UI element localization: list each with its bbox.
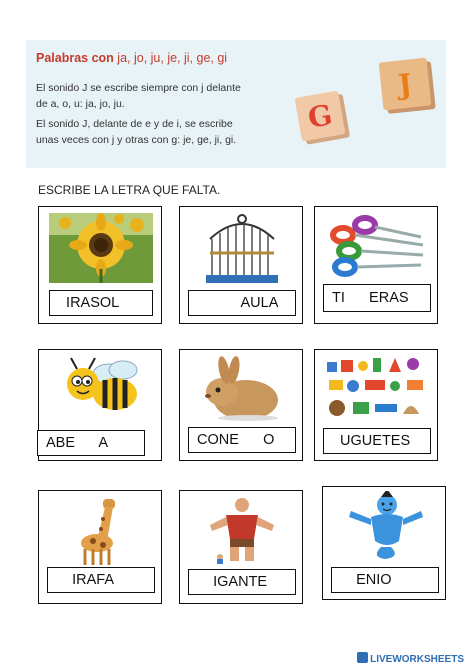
scissors-icon	[325, 215, 429, 279]
card-toys	[314, 349, 438, 461]
genie-icon	[341, 491, 429, 561]
word-answer-box[interactable]: ENIO	[331, 567, 439, 593]
word-answer-box[interactable]: UGUETES	[323, 428, 431, 454]
bee-icon	[55, 354, 147, 424]
liveworksheets-footer	[357, 652, 464, 665]
rule-line-3: El sonido J, delante de e y de i, se escribe	[36, 118, 233, 130]
word-answer-box[interactable]: IGANTE	[188, 569, 296, 595]
rule-title-prefix: Palabras con	[36, 51, 118, 65]
giraffe-icon	[67, 495, 135, 567]
card-sunflower	[38, 206, 162, 324]
giant-icon	[202, 495, 282, 565]
word-answer-box[interactable]: CONE O	[188, 427, 296, 453]
letter-cube-j: J	[379, 58, 432, 111]
liveworksheets-logo-icon	[357, 652, 368, 663]
word-answer-box[interactable]: ABE A	[37, 430, 145, 456]
rule-title	[36, 51, 227, 65]
card-cage	[179, 206, 303, 324]
rule-title-letters: ja, jo, ju, je, ji, ge, gi	[117, 51, 228, 65]
word-answer-box[interactable]: IRASOL	[49, 290, 153, 316]
spelling-rule-box	[26, 40, 446, 168]
rule-line-2: de a, o, u: ja, jo, ju.	[36, 98, 125, 110]
sunflower-icon	[49, 213, 153, 283]
word-answer-box[interactable]: TI ERAS	[323, 284, 431, 312]
card-rabbit	[179, 349, 303, 461]
instruction-text: ESCRIBE LA LETRA QUE FALTA.	[38, 183, 221, 197]
card-scissors	[314, 206, 438, 324]
footer-text: LIVEWORKSHEETS	[370, 654, 464, 665]
card-bee	[38, 349, 162, 461]
birdcage-icon	[200, 213, 284, 285]
card-genie	[322, 486, 446, 600]
toys-icon	[323, 354, 431, 420]
rabbit-icon	[198, 356, 286, 422]
word-answer-box[interactable]: AULA	[188, 290, 296, 316]
card-giant	[179, 490, 303, 604]
word-answer-box[interactable]: IRAFA	[47, 567, 155, 593]
letter-cube-g: G	[295, 91, 346, 142]
rule-line-1: El sonido J se escribe siempre con j delante	[36, 82, 241, 94]
rule-line-4: unas veces con j y otras con g: je, ge, ji, gi.	[36, 134, 237, 146]
card-giraffe	[38, 490, 162, 604]
